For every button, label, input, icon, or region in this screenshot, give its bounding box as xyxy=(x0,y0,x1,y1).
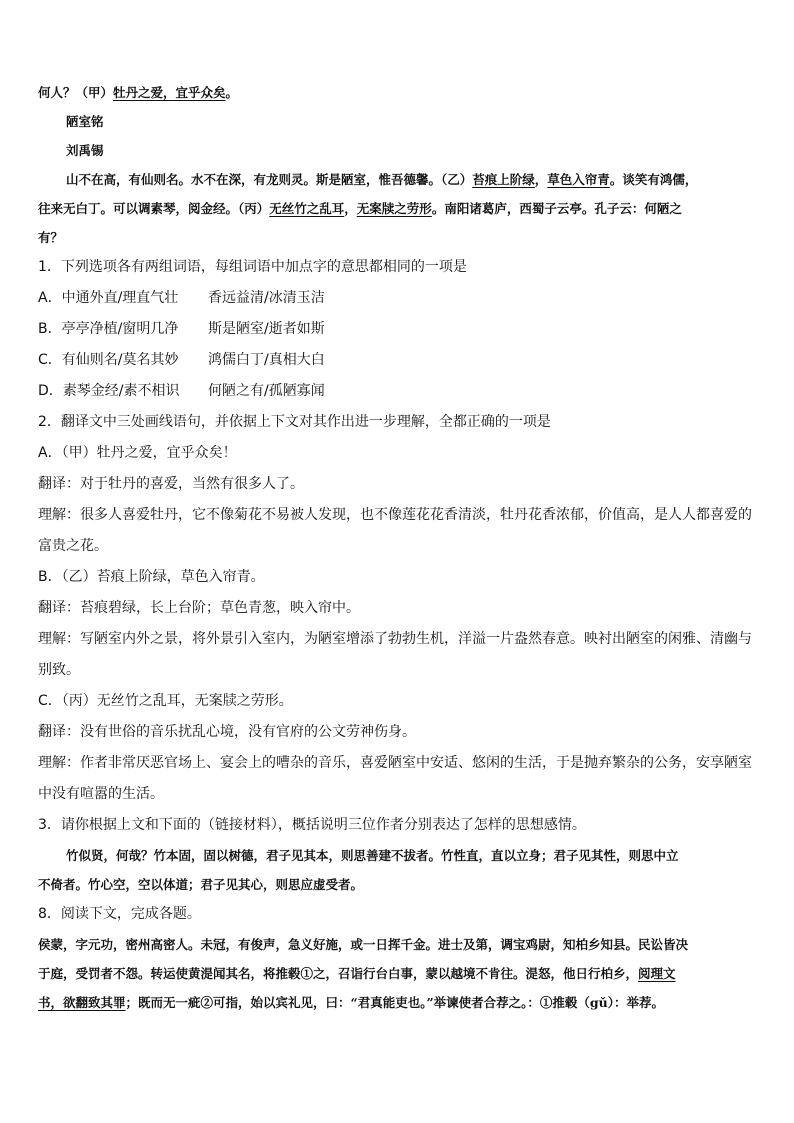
q1-option-b xyxy=(38,314,760,345)
exam-page xyxy=(38,78,760,1017)
q8-passage-line-3 xyxy=(38,988,760,1017)
passage-text: ， xyxy=(534,172,548,187)
option-part: C．有仙则名/莫名其妙 xyxy=(38,352,179,368)
underlined-sentence-yi-1: 苔痕上阶绿 xyxy=(472,172,535,187)
question-2-stem: 2．翻译文中三处画线语句，并依据上下文对其作出进一步理解，全都正确的一项是 xyxy=(38,414,551,430)
passage-b-line-3: 有？ xyxy=(38,230,64,245)
underlined-sentence: 阅理文 xyxy=(638,966,676,981)
q2-option-c-understanding: 理解：作者非常厌恶官场上、宴会上的嘈杂的音乐，喜爱陋室中安适、悠闲的生活，于是抛弃繁杂的公务，安享陋室 xyxy=(38,755,752,771)
passage-text: 何人？（甲） xyxy=(38,85,114,100)
passage-title: 陋室铭 xyxy=(66,114,104,129)
q2-option-b-understanding-cont: 别致。 xyxy=(38,662,80,678)
passage-b-line-1 xyxy=(38,165,760,194)
option-part: 鸿儒白丁/真相大白 xyxy=(208,352,325,368)
passage-b-line-2 xyxy=(38,194,760,223)
question-1-stem: 1．下列选项各有两组词语，每组词语中加点字的意思都相同的一项是 xyxy=(38,259,467,275)
passage-text: 往来无白丁。可以调素琴，阅金经。（丙） xyxy=(38,201,270,216)
passage-text: ， xyxy=(344,201,357,216)
q1-option-d xyxy=(38,376,760,407)
q2-option-b-translation: 翻译：苔痕碧绿，长上台阶；草色青葱，映入帘中。 xyxy=(38,600,360,616)
q1-option-a xyxy=(38,283,760,314)
q2-option-b-head: B．（乙）苔痕上阶绿，草色入帘青。 xyxy=(38,569,265,585)
passage-text: ；既而无一疵②可指，始以宾礼见，曰：“君真能吏也。”举谏使者合荐之。：①推毂（gǔ）：举荐。 xyxy=(125,995,664,1010)
passage-text: 。南阳诸葛庐，西蜀子云亭。孔子云：何陋之 xyxy=(431,201,682,216)
passage-text: 于庭，受罚者不怨。转运使黄湜闻其名，将推毂①之，召诣行台白事，蒙以越境不肯往。湜怒，他日行柏乡， xyxy=(38,966,639,981)
q2-option-c-understanding-cont: 中没有喧嚣的生活。 xyxy=(38,786,164,802)
q2-option-c-translation: 翻译：没有世俗的音乐扰乱心境，没有官府的公文劳神伤身。 xyxy=(38,724,416,740)
underlined-sentence: 书，欲翻致其罪 xyxy=(38,995,126,1010)
q2-option-a-understanding-cont: 富贵之花。 xyxy=(38,538,108,554)
passage-text: 山不在高，有仙则名。水不在深，有龙则灵。斯是陋室，惟吾德馨。（乙） xyxy=(66,172,473,187)
option-part: 香远益清/冰清玉洁 xyxy=(208,290,325,306)
q2-option-a-translation: 翻译：对于牡丹的喜爱，当然有很多人了。 xyxy=(38,476,304,492)
underlined-sentence-bing-2: 无案牍之劳形 xyxy=(356,201,432,216)
q1-option-c xyxy=(38,345,760,376)
question-8-stem: 8．阅读下文，完成各题。 xyxy=(38,906,201,922)
passage-text: 。 xyxy=(225,85,239,100)
q2-option-c-head: C．（丙）无丝竹之乱耳，无案牍之劳形。 xyxy=(38,693,293,709)
passage-a-line xyxy=(38,78,760,107)
q2-option-b-understanding: 理解：写陋室内外之景，将外景引入室内，为陋室增添了勃勃生机，洋溢一片盎然春意。映衬出陋室的闲雅、清幽与 xyxy=(38,631,752,647)
passage-text: 。谈笑有鸿儒， xyxy=(609,172,698,187)
q2-option-a-understanding: 理解：很多人喜爱牡丹，它不像菊花不易被人发现，也不像莲花花香清淡，牡丹花香浓郁，价值高，是人人都喜爱的 xyxy=(38,507,752,523)
option-part: A．中通外直/理直气壮 xyxy=(38,290,179,306)
q3-material-line-1: 竹似贤，何哉？竹本固，固以树德，君子见其本，则思善建不拔者。竹性直，直以立身；君子见其性，则思中立 xyxy=(66,848,679,863)
option-part: 何陋之有/孤陋寡闻 xyxy=(208,383,325,399)
q8-passage-line-1: 侯蒙，字元功，密州高密人。未冠，有俊声，急义好施，或一日挥千金。进士及第，调宝鸡尉，知柏乡知县。民讼皆决 xyxy=(38,937,689,952)
q3-material-line-2: 不倚者。竹心空，空以体道；君子见其心，则思应虚受者。 xyxy=(38,877,364,892)
question-3-stem: 3．请你根据上文和下面的（链接材料），概括说明三位作者分别表达了怎样的思想感情。 xyxy=(38,817,586,833)
underlined-sentence-jia: 牡丹之爱，宜乎众矣 xyxy=(113,85,226,100)
option-part: B．亭亭净植/窗明几净 xyxy=(38,321,179,337)
q8-passage-line-2 xyxy=(38,959,760,988)
underlined-sentence-bing-1: 无丝竹之乱耳 xyxy=(269,201,345,216)
underlined-sentence-yi-2: 草色入帘青 xyxy=(547,172,610,187)
option-part: 斯是陋室/逝者如斯 xyxy=(208,321,325,337)
q2-option-a-head: A．（甲）牡丹之爱，宜乎众矣！ xyxy=(38,445,237,461)
passage-author: 刘禹锡 xyxy=(66,143,104,158)
option-part: D．素琴金经/素不相识 xyxy=(38,383,180,399)
